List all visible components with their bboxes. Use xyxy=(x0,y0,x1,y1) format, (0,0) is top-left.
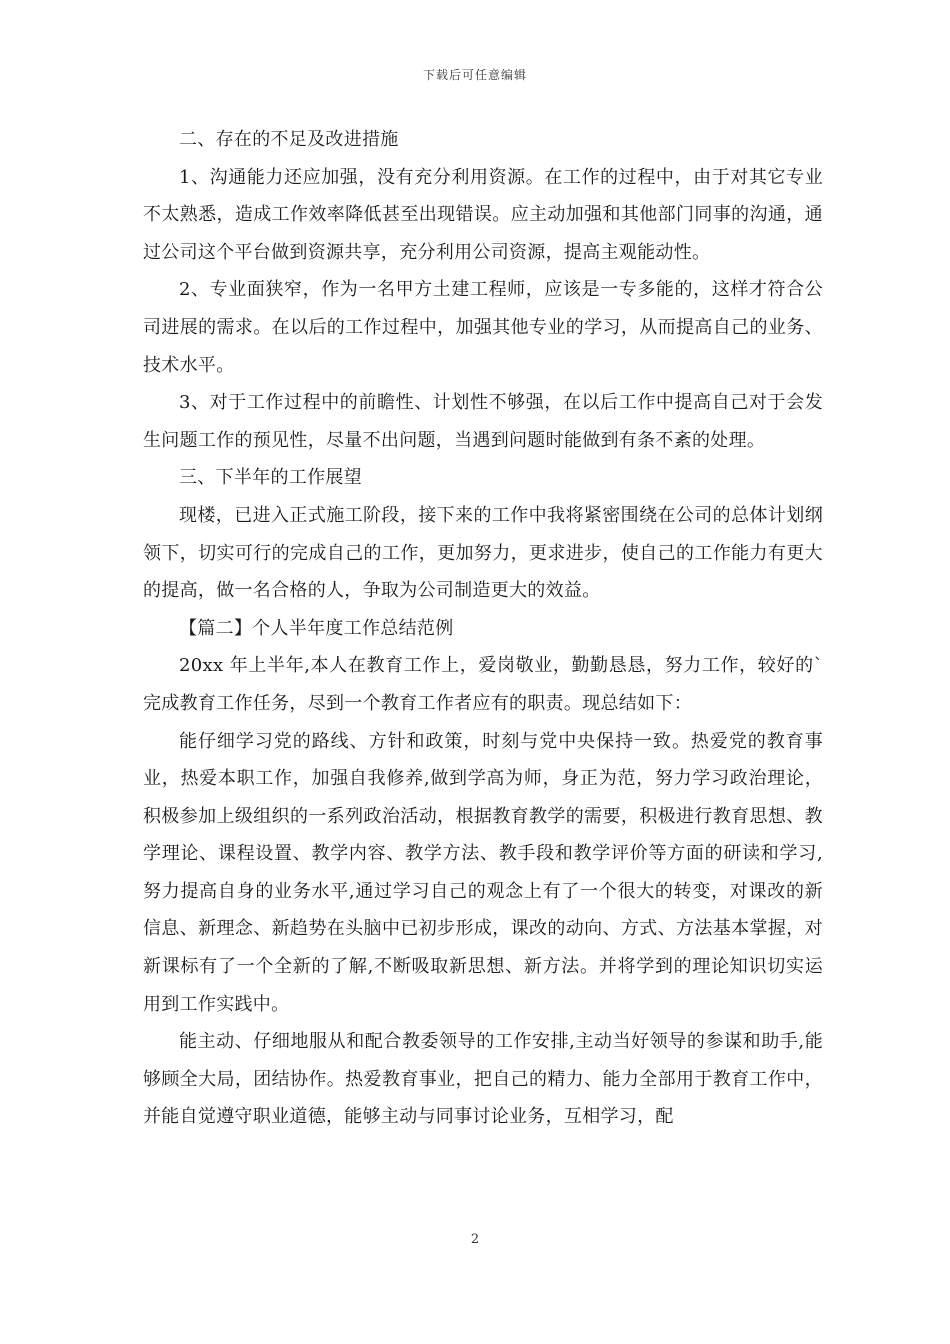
section-heading-shortcomings: 二、存在的不足及改进措施 xyxy=(179,129,399,150)
paragraph-foresight: 3、对于工作过程中的前瞻性、计划性不够强，在以后工作中提高自己对于会发生问题工作的预见性，尽量不出问题，当遇到问题时能做到有条不紊的处理。 xyxy=(143,392,823,451)
paragraph-intro: 20xx 年上半年,本人在教育工作上，爱岗敬业，勤勤恳恳，努力工作，较好的`完成教育工作任务，尽到一个教育工作者应有的职责。现总结如下： xyxy=(143,655,823,714)
page-number: 2 xyxy=(470,1232,480,1247)
article-title-part-two: 【篇二】个人半年度工作总结范例 xyxy=(179,617,454,639)
section-heading-outlook: 三、下半年的工作展望 xyxy=(179,467,362,489)
document-body xyxy=(143,121,823,1136)
paragraph-outlook: 现楼，已进入正式施工阶段，接下来的工作中我将紧密围绕在公司的总体计划纲领下，切实可行的完成自己的工作，更加努力，更求进步，使自己的工作能力有更大的提高，做一名合格的人，争取为公司制造更大的效益。 xyxy=(143,504,823,602)
paragraph-communication: 1、沟通能力还应加强，没有充分利用资源。在工作的过程中，由于对其它专业不太熟悉，造成工作效率降低甚至出现错误。应主动加强和其他部门同事的沟通，通过公司这个平台做到资源共享，充分利用公司资源，提高主观能动性。 xyxy=(143,166,823,263)
paragraph-study: 能仔细学习党的路线、方针和政策，时刻与党中央保持一致。热爱党的教育事业，热爱本职工作，加强自我修养,做到学高为师，身正为范，努力学习政治理论，积极参加上级组织的一系列政治活动，根据教育教学的需要，积极进行教育思想、教学理论、课程设置、教学内容、教学方法、教手段和教学评价等方面的研读和学习,努力提高自身的业务水平,通过学习自己的观念上有了一个很大的转变，对课改的新信息、新理念、新趋势在头脑中已初步形成，课改的动向、方式、方法基本掌握，对新课标有了一个全新的了解,不断吸取新思想、新方法。并将学到的理论知识切实运用到工作实践中。 xyxy=(143,730,823,1015)
paragraph-specialty: 2、专业面狭窄，作为一名甲方土建工程师，应该是一专多能的，这样才符合公司进展的需求。在以后的工作过程中，加强其他专业的学习，从而提高自己的业务、技术水平。 xyxy=(143,279,823,376)
page-header: 下载后可任意编辑 xyxy=(422,68,527,82)
paragraph-cooperation: 能主动、仔细地服从和配合教委领导的工作安排,主动当好领导的参谋和助手,能够顾全大局，团结协作。热爱教育事业，把自己的精力、能力全部用于教育工作中，并能自觉遵守职业道德，能够主动与同事讨论业务，互相学习，配 xyxy=(143,1031,823,1128)
